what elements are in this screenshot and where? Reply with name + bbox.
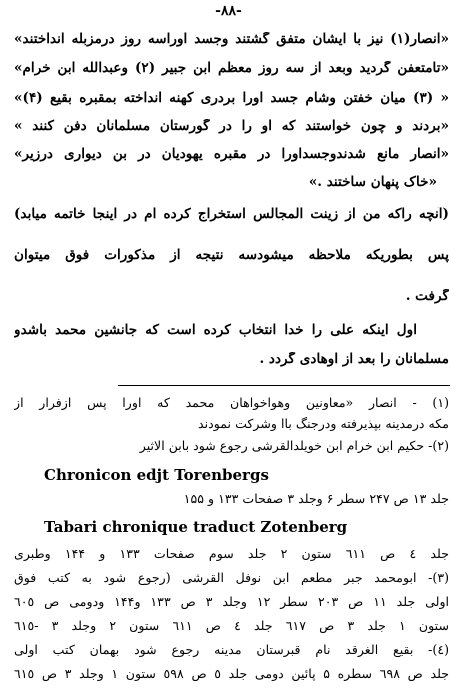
body-line: «بردند و چون خواستند که او را در گورستان مسلمانان دفن کنند » bbox=[14, 119, 449, 134]
footnote-line: اولی جلد ۱۱ ص ۲۰۳ سطر ۱۲ وجلد ۳ ص ۱۳۳ و۱۴۴ ودومی ص ٦٠٥ bbox=[14, 595, 449, 609]
body-line: «انصار مانع شدندوجسداورا در مقبره یهودیان در بن دیواری درزیر» bbox=[14, 147, 449, 162]
footnote-line: (۲)- حکیم ابن خرام ابن خویلدالقرشی رجوع شود بابن الاثیر bbox=[139, 439, 449, 453]
page-number: -٨٨- bbox=[215, 3, 242, 19]
body-line: «انصار(۱) نیز با ایشان متفق گشتند وجسد اوراسه روز درمزبله انداختند» bbox=[14, 32, 449, 47]
body-line: مسلمانان را بعد از اوهادی گردد . bbox=[259, 352, 449, 367]
body-line: پس بطوریکه ملاحظه میشودسه نتیجه از مذکورات فوق میتوان bbox=[14, 248, 449, 263]
footnote-line: (۳)- ابومحمد جبر مطعم ابن نوفل القرشی (رجوع شود به کتب فوق bbox=[14, 571, 449, 585]
body-line: «خاک پنهان ساختند .» bbox=[308, 175, 437, 190]
footnote-line: مکه درمدینه بپذیرفته ودرجنگ باا وشرکت نمودند bbox=[198, 417, 449, 431]
footnote-line: (٤)- بقیع الغرقد نام قبرستان مدینه رجوع شود بهمان کتب اولی bbox=[14, 643, 449, 657]
footnote-line: ستون ۱ جلد ۳ ص ٦١٧ جلد ٤ ص ٦١١ ستون ۲ وجلد ۳ -٦١٥ bbox=[14, 619, 449, 633]
footnote-line: جلد ٤ ص ٦١١ ستون ۲ جلد سوم صفحات ۱۳۳ و ۱۴۴ وطبری bbox=[14, 547, 449, 561]
footnote-line: (۱) - انصار «معاونین وهواخواهان محمد که اورا پس ازفرار از bbox=[14, 396, 449, 410]
citation-latin: Tabari chronique traduct Zotenberg bbox=[44, 518, 348, 536]
body-line: « (۳) میان خفتن وشام جسد اورا بردری کهنه انداخته بمقبره بقیع (۴)» bbox=[14, 91, 449, 106]
body-line: گرفت . bbox=[405, 289, 449, 304]
body-line: اول اینکه علی را خدا انتخاب کرده است که جانشین محمد باشدو bbox=[14, 323, 417, 338]
body-line: «تامتعفن گردید وبعد از سه روز معظم ابن جبیر (۲) وعبدالله ابن خرام» bbox=[14, 61, 449, 76]
citation-latin: Chronicon edjt Torenbergs bbox=[44, 466, 269, 484]
footnote-divider bbox=[118, 385, 450, 386]
footnote-line: جلد ص ٦٩٨ سطره ۵ پائین دومی جلد ٥ ص ٥٩٨ ستون ۱ وجلد ۳ ص ٦١٥ bbox=[14, 667, 449, 681]
body-line: (آنچه راکه من از زینت المجالس استخراج کرده ام در اینجا خاتمه میابد) bbox=[14, 207, 449, 222]
footnote-line: جلد ۱۳ ص ۲۴۷ سطر ۶ وجلد ۳ صفحات ۱۳۳ و ۱۵۵ bbox=[183, 492, 449, 506]
